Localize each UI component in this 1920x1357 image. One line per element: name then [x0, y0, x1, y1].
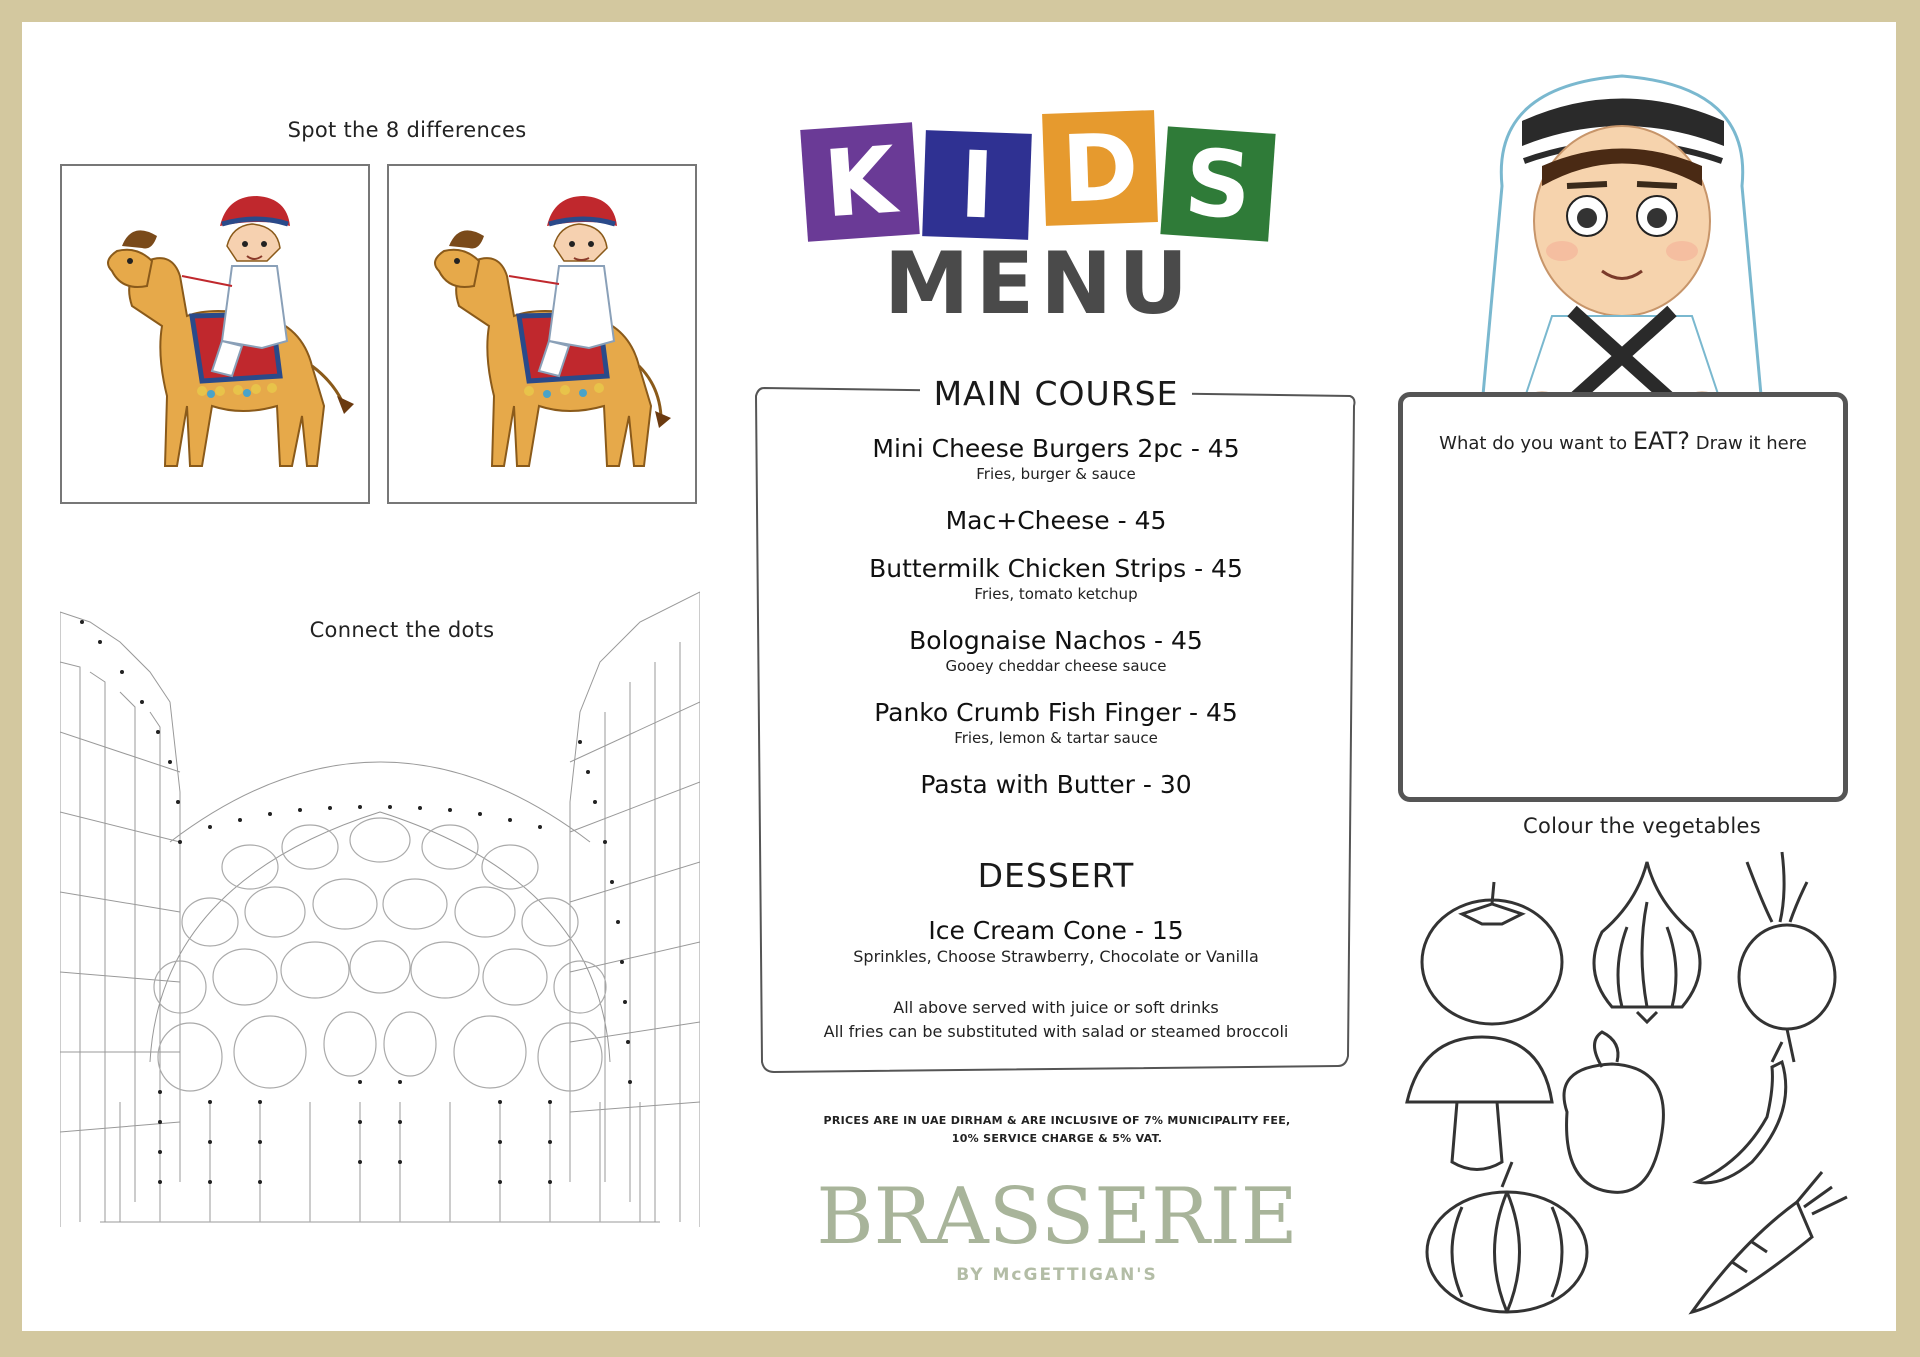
main-course-list	[770, 434, 1342, 818]
brand-logo-tagline: BY McGETTIGAN'S	[956, 1265, 1158, 1285]
colour-vegetables-title: Colour the vegetables	[1523, 814, 1761, 838]
carrot-icon	[1692, 1172, 1847, 1312]
kids-letter-tile: D	[1042, 110, 1158, 226]
vegetables-colouring-area	[1402, 842, 1878, 1322]
menu-item	[770, 698, 1342, 770]
tomato-icon	[1422, 882, 1562, 1024]
price-disclaimer: PRICES ARE IN UAE DIRHAM & ARE INCLUSIVE OF 7% MUNICIPALITY FEE,	[823, 1114, 1291, 1127]
menu-item-name: Pasta with Butter - 30	[920, 770, 1192, 799]
menu-item-description: Fries, burger & sauce	[976, 465, 1136, 483]
kids-title	[804, 104, 1304, 249]
menu-item	[770, 434, 1342, 506]
mushroom-icon	[1407, 1037, 1552, 1170]
menu-item-description: Fries, lemon & tartar sauce	[954, 729, 1158, 747]
brand-logo-name: BRASSERIE	[816, 1172, 1298, 1262]
menu-word: MENU	[883, 234, 1195, 334]
menu-item-name: Mac+Cheese - 45	[945, 506, 1167, 535]
kids-letter-tile: K	[800, 122, 920, 242]
menu-item-description: Sprinkles, Choose Strawberry, Chocolate or Vanilla	[853, 947, 1259, 966]
kids-letter-tile: S	[1160, 126, 1275, 241]
onion-icon	[1594, 862, 1700, 1022]
spot-differences-title: Spot the 8 differences	[287, 118, 527, 142]
pumpkin-icon	[1427, 1162, 1587, 1312]
spot-difference-picture-right	[387, 164, 697, 504]
menu-item	[770, 554, 1342, 626]
connect-dots-title: Connect the dots	[309, 618, 495, 642]
drawing-board[interactable]	[1398, 392, 1848, 802]
menu-item	[770, 506, 1342, 554]
chili-pepper-icon	[1697, 1042, 1786, 1183]
menu-item-name: Mini Cheese Burgers 2pc - 45	[872, 434, 1240, 463]
dessert-list	[770, 916, 1342, 966]
dessert-title: DESSERT	[920, 856, 1192, 895]
menu-item	[770, 770, 1342, 818]
boy-character-illustration	[1462, 46, 1782, 426]
spot-difference-picture-left	[60, 164, 370, 504]
menu-item-description: Gooey cheddar cheese sauce	[945, 657, 1167, 675]
menu-item-description: Fries, tomato ketchup	[974, 585, 1138, 603]
menu-item-name: Ice Cream Cone - 15	[928, 916, 1184, 945]
vegetables-outline	[1402, 842, 1878, 1322]
bell-pepper-icon	[1564, 1032, 1663, 1192]
dome-building-outline	[60, 582, 700, 1227]
menu-card	[750, 366, 1362, 1078]
menu-note: All fries can be substituted with salad or steamed broccoli	[823, 1022, 1289, 1041]
kids-menu-sheet	[22, 22, 1896, 1331]
menu-item	[770, 626, 1342, 698]
beetroot-icon	[1739, 852, 1835, 1062]
menu-item-name: Panko Crumb Fish Finger - 45	[874, 698, 1238, 727]
menu-item	[770, 916, 1342, 966]
price-disclaimer: 10% SERVICE CHARGE & 5% VAT.	[951, 1132, 1163, 1145]
camel-rider-illustration	[62, 166, 368, 502]
kids-letter-tile: I	[922, 130, 1032, 240]
main-course-title: MAIN COURSE	[920, 374, 1192, 413]
boy-character-icon	[1462, 46, 1782, 426]
menu-item-name: Bolognaise Nachos - 45	[909, 626, 1203, 655]
drawing-prompt: What do you want to EAT? Draw it here	[1439, 427, 1807, 455]
menu-note: All above served with juice or soft drinks	[893, 998, 1219, 1017]
camel-rider-illustration	[389, 166, 695, 502]
connect-dots-puzzle	[60, 582, 700, 1227]
menu-item-name: Buttermilk Chicken Strips - 45	[869, 554, 1243, 583]
